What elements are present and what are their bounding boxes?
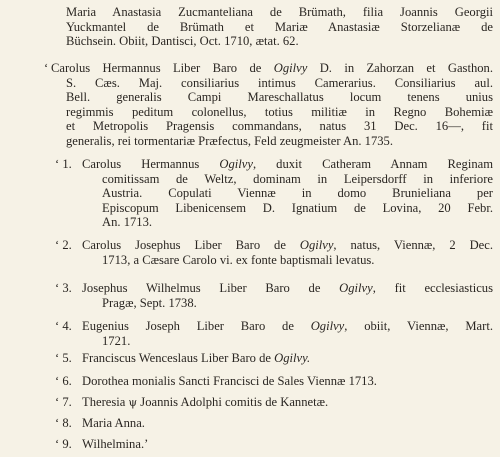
- child-line: comitissam de Weltz, dominam in Leipersdorff in inferiore: [102, 171, 493, 186]
- child-8-entry: [82, 416, 493, 431]
- child-4-number: ‘ 4.: [55, 319, 72, 333]
- main-entry-line: et Metropolis Pragensis commandans, natus 31 Dec. 16—, fit: [66, 119, 493, 134]
- surname-italic: Ogilvy: [219, 157, 253, 171]
- child-7-number: ‘ 7.: [55, 395, 72, 409]
- child-line: Eugenius Joseph Liber Baro de Ogilvy, obiit, Viennæ, Mart.: [82, 319, 493, 333]
- child-4-entry: [82, 319, 493, 348]
- child-line: Franciscus Wenceslaus Liber Baro de Ogilvy.: [82, 351, 311, 365]
- child-3-number: ‘ 3.: [55, 281, 72, 295]
- child-line: Wilhelmina.’: [82, 437, 149, 451]
- surname-italic: Ogilvy: [273, 61, 308, 75]
- child-line: Austria. Copulati Viennæ in domo Brunieliana per: [102, 186, 493, 201]
- main-entry-line: Bell. generalis Campi Mareschallatus locum tenens unius: [66, 90, 493, 105]
- child-line: 1713, a Cæsare Carolo vi. ex fonte baptismali levatus.: [102, 252, 375, 267]
- child-6-number: ‘ 6.: [55, 374, 72, 388]
- child-line: Carolus Josephus Liber Baro de Ogilvy, natus, Viennæ, 2 Dec.: [82, 238, 493, 252]
- main-entry: [51, 61, 493, 149]
- intro-paragraph: [66, 5, 493, 49]
- psi-symbol: ψ: [128, 396, 138, 409]
- intro-line: Büchsein. Obiit, Dantisci, Oct. 1710, ætat. 62.: [66, 34, 299, 49]
- child-9-number: ‘ 9.: [55, 437, 72, 451]
- child-6-entry: [82, 374, 493, 389]
- child-line: Theresia ψ Joannis Adolphi comitis de Kannetæ.: [82, 395, 329, 409]
- child-line: Carolus Hermannus Ogilvy, duxit Catheram Annam Reginam: [82, 157, 494, 171]
- child-line: Josephus Wilhelmus Liber Baro de Ogilvy, fit ecclesiasticus: [82, 281, 493, 295]
- child-9-entry: [82, 437, 493, 452]
- child-2-number: ‘ 2.: [55, 238, 72, 252]
- child-2-entry: [82, 238, 493, 267]
- child-line: An. 1713.: [102, 215, 153, 230]
- main-entry-marker: ‘: [44, 61, 49, 75]
- main-entry-line: regimmis peditum colonellus, totius militiæ in Regno Bohemiæ: [66, 104, 493, 119]
- child-line: Episcopum Libenicensem D. Ignatium de Lovina, 20 Febr.: [102, 200, 493, 215]
- surname-italic: Ogilvy: [310, 319, 345, 333]
- child-5-number: ‘ 5.: [55, 351, 72, 365]
- main-entry-line: Carolus Hermannus Liber Baro de Ogilvy D. in Zahorzan et Gasthon.: [51, 61, 493, 75]
- surname-italic: Ogilvy.: [274, 351, 311, 365]
- main-entry-line: S. Cæs. Maj. consiliarius intimus Camerarius. Consiliarius aul.: [66, 75, 493, 90]
- main-entry-line: generalis, rei tormentariæ Præfectus, Feld zeugmeister An. 1735.: [66, 133, 394, 148]
- child-line: 1721.: [102, 333, 131, 348]
- child-5-entry: [82, 351, 493, 366]
- child-line: Pragæ, Sept. 1738.: [102, 295, 197, 310]
- intro-line: Yuckmantel de Brümath et Mariæ Anastasiæ Storzelianæ de: [66, 19, 493, 34]
- child-3-entry: [82, 281, 493, 310]
- child-7-entry: [82, 395, 493, 411]
- child-line: Maria Anna.: [82, 416, 145, 430]
- child-1-entry: [82, 157, 493, 230]
- child-8-number: ‘ 8.: [55, 416, 72, 430]
- surname-italic: Ogilvy: [339, 281, 373, 295]
- surname-italic: Ogilvy: [299, 238, 334, 252]
- intro-line: Maria Anastasia Zucmanteliana de Brümath, filia Joannis Georgii: [66, 5, 493, 19]
- child-1-number: ‘ 1.: [55, 157, 72, 171]
- child-line: Dorothea monialis Sancti Francisci de Sales Viennæ 1713.: [82, 374, 377, 388]
